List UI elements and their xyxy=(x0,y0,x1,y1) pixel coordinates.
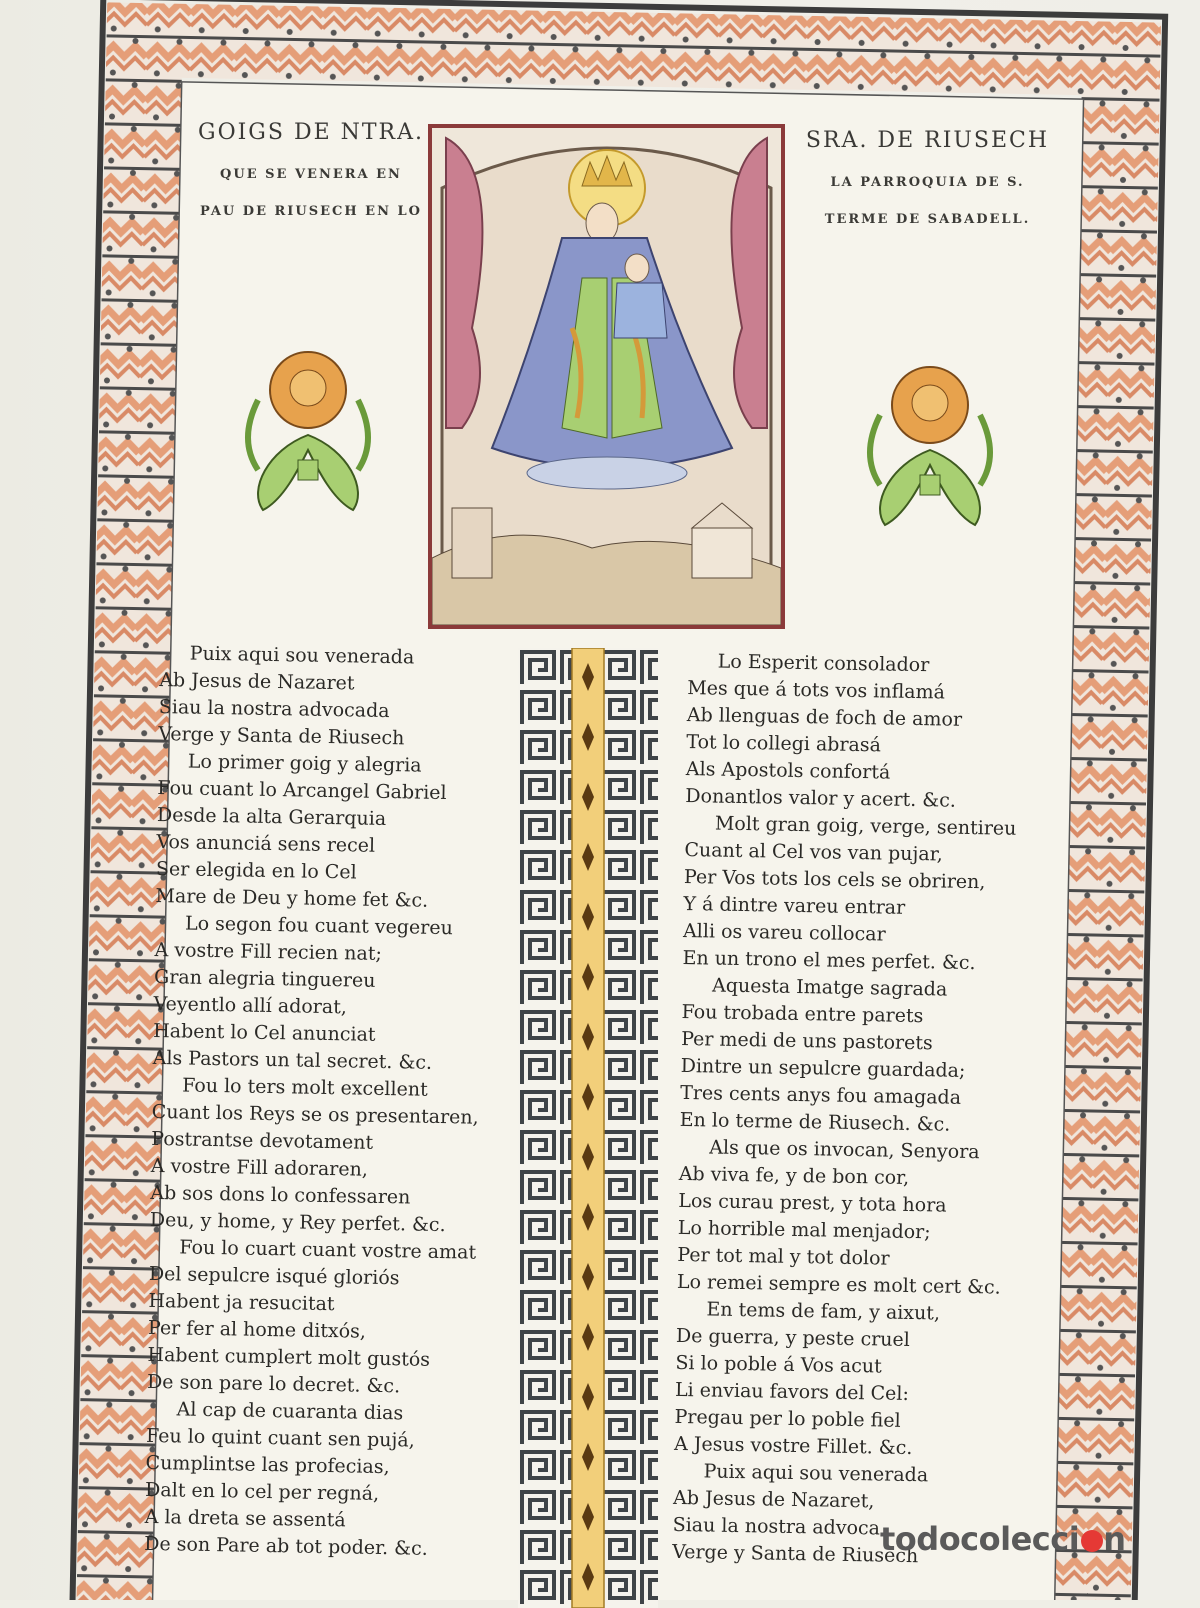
heading-left-block xyxy=(186,120,436,219)
poem-line: Ab Jesus de Nazaret, xyxy=(672,1486,875,1513)
heading-line2-left: QUE SE VENERA EN xyxy=(220,167,402,182)
poem-line: Del sepulcre isqué gloriós xyxy=(148,1262,400,1290)
poem-line: Si lo poble á Vos acut xyxy=(675,1351,882,1378)
poem-line: Lo segon fou cuant vegereu xyxy=(184,912,453,940)
heading-title-right: SRA. DE RIUSECH xyxy=(805,128,1050,153)
poem-line: En un trono el mes perfet. &c. xyxy=(682,946,976,975)
poem-line: Mes que á tots vos inflamá xyxy=(687,676,946,704)
poem-line: Per medi de uns pastorets xyxy=(680,1027,933,1055)
poem-right-column xyxy=(672,648,1019,1572)
poem-line: Fou lo ters molt excellent xyxy=(182,1074,428,1101)
virgin-illustration xyxy=(432,128,781,625)
virgin-woodcut-image xyxy=(428,124,785,629)
watermark-text-a: todocolecci xyxy=(880,1520,1080,1558)
poem-line: Als Apostols confortá xyxy=(685,757,891,784)
poem-line: Veyentlo allí adorat, xyxy=(153,992,348,1019)
poem-line: A la dreta se assentá xyxy=(144,1505,346,1532)
poem-line: A Jesus vostre Fillet. &c. xyxy=(673,1432,913,1460)
poem-line: Lo remei sempre es molt cert &c. xyxy=(676,1270,1001,1299)
poem-line: Habent lo Cel anunciat xyxy=(152,1019,376,1046)
poem-line: A vostre Fill adoraren, xyxy=(150,1154,369,1181)
poem-left-column xyxy=(144,640,487,1564)
poem-line: Deu, y home, y Rey perfet. &c. xyxy=(149,1208,446,1237)
poem-line: Per tot mal y tot dolor xyxy=(677,1243,890,1270)
poem-line: Lo horrible mal menjador; xyxy=(677,1216,931,1244)
poem-line: Cuant al Cel vos van pujar, xyxy=(684,838,943,866)
poem-line: En tems de fam, y aixut, xyxy=(706,1298,941,1325)
poem-line: Tres cents anys fou amagada xyxy=(680,1081,962,1109)
todocoleccion-watermark xyxy=(880,1520,1125,1558)
greek-key-divider xyxy=(518,648,658,1608)
poem-line: Habent cumplert molt gustós xyxy=(147,1343,431,1371)
heading-title-left: GOIGS DE NTRA. xyxy=(198,120,424,145)
poem-line: Siau la nostra advocada xyxy=(158,695,390,723)
heading-line3-right: TERME DE SABADELL. xyxy=(824,212,1031,227)
watermark-dot-icon xyxy=(1081,1530,1103,1552)
poem-line: Y á dintre vareu entrar xyxy=(683,892,906,919)
poem-line: Als Pastors un tal secret. &c. xyxy=(152,1046,433,1074)
poem-line: Ab Jesus de Nazaret xyxy=(159,668,355,695)
poem-line: Fou lo cuart cuant vostre amat xyxy=(179,1236,477,1264)
poem-line: Aquesta Imatge sagrada xyxy=(711,974,948,1001)
poem-line: Siau la nostra advoca xyxy=(672,1513,881,1540)
poem-line: Mare de Deu y home fet &c. xyxy=(155,884,429,912)
poem-line: Cuant los Reys se os presentaren, xyxy=(151,1100,479,1129)
heading-line3-left: PAU DE RIUSECH EN LO xyxy=(200,204,422,219)
poem-line: Tot lo collegi abrasá xyxy=(686,730,882,757)
poem-line: A vostre Fill recien nat; xyxy=(154,938,383,965)
poem-line: De son Pare ab tot poder. &c. xyxy=(144,1532,428,1560)
poem-line: Lo Esperit consolador xyxy=(717,650,930,677)
poem-line: Verge y Santa de Riusech xyxy=(158,722,405,750)
poem-line: Ser elegida en lo Cel xyxy=(155,857,357,884)
poem-line: Fou cuant lo Arcangel Gabriel xyxy=(157,776,447,805)
heading-right-block xyxy=(795,128,1060,227)
poem-line: Als que os invocan, Senyora xyxy=(709,1136,980,1164)
poem-line: De son pare lo decret. &c. xyxy=(146,1370,401,1398)
poem-line: Ab llenguas de foch de amor xyxy=(686,703,963,731)
poem-line: Gran alegria tinguereu xyxy=(153,965,376,992)
poem-line: Pregau per lo poble fiel xyxy=(674,1405,901,1432)
poem-line: Ab viva fe, y de bon cor, xyxy=(678,1162,910,1189)
poem-line: Donantlos valor y acert. &c. xyxy=(685,784,957,812)
poem-line: Postrantse devotament xyxy=(151,1127,374,1154)
poem-line: Per fer al home ditxós, xyxy=(147,1316,367,1343)
poem-line: Desde la alta Gerarquia xyxy=(156,803,387,830)
poem-line: Dintre un sepulcre guardada; xyxy=(680,1054,966,1082)
heading-line2-right: LA PARROQUIA DE S. xyxy=(830,175,1025,190)
poem-line: Verge y Santa de Riusech xyxy=(672,1540,919,1568)
poem-line: Puix aqui sou venerada xyxy=(189,642,415,669)
poem-line: Lo primer goig y alegria xyxy=(187,750,422,777)
poem-line: En lo terme de Riusech. &c. xyxy=(679,1108,951,1136)
poem-line: Al cap de cuaranta dias xyxy=(176,1398,404,1425)
poem-line: Los curau prest, y tota hora xyxy=(678,1189,947,1217)
poem-line: Per Vos tots los cels se obriren, xyxy=(683,865,986,894)
poem-line: Ab sos dons lo confessaren xyxy=(150,1181,411,1209)
watermark-text-b: n xyxy=(1103,1520,1126,1558)
poem-line: Dalt en lo cel per regná, xyxy=(144,1478,380,1505)
flower-ornament-left xyxy=(228,340,388,525)
poem-line: Habent ja resucitat xyxy=(148,1289,335,1316)
poem-line: Alli os vareu collocar xyxy=(682,919,886,946)
poem-line: Molt gran goig, verge, sentireu xyxy=(714,812,1017,840)
poem-line: De guerra, y peste cruel xyxy=(675,1324,911,1351)
flower-ornament-right xyxy=(850,355,1010,540)
poem-line: Fou trobada entre parets xyxy=(681,1000,924,1028)
poem-line: Puix aqui sou venerada xyxy=(703,1460,929,1487)
poem-line: Li enviau favors del Cel: xyxy=(674,1378,910,1405)
poem-line: Vos anunciá sens recel xyxy=(156,830,376,857)
poem-line: Feu lo quint cuant sen pujá, xyxy=(145,1424,415,1452)
poem-line: Cumplintse las profecias, xyxy=(145,1451,390,1479)
